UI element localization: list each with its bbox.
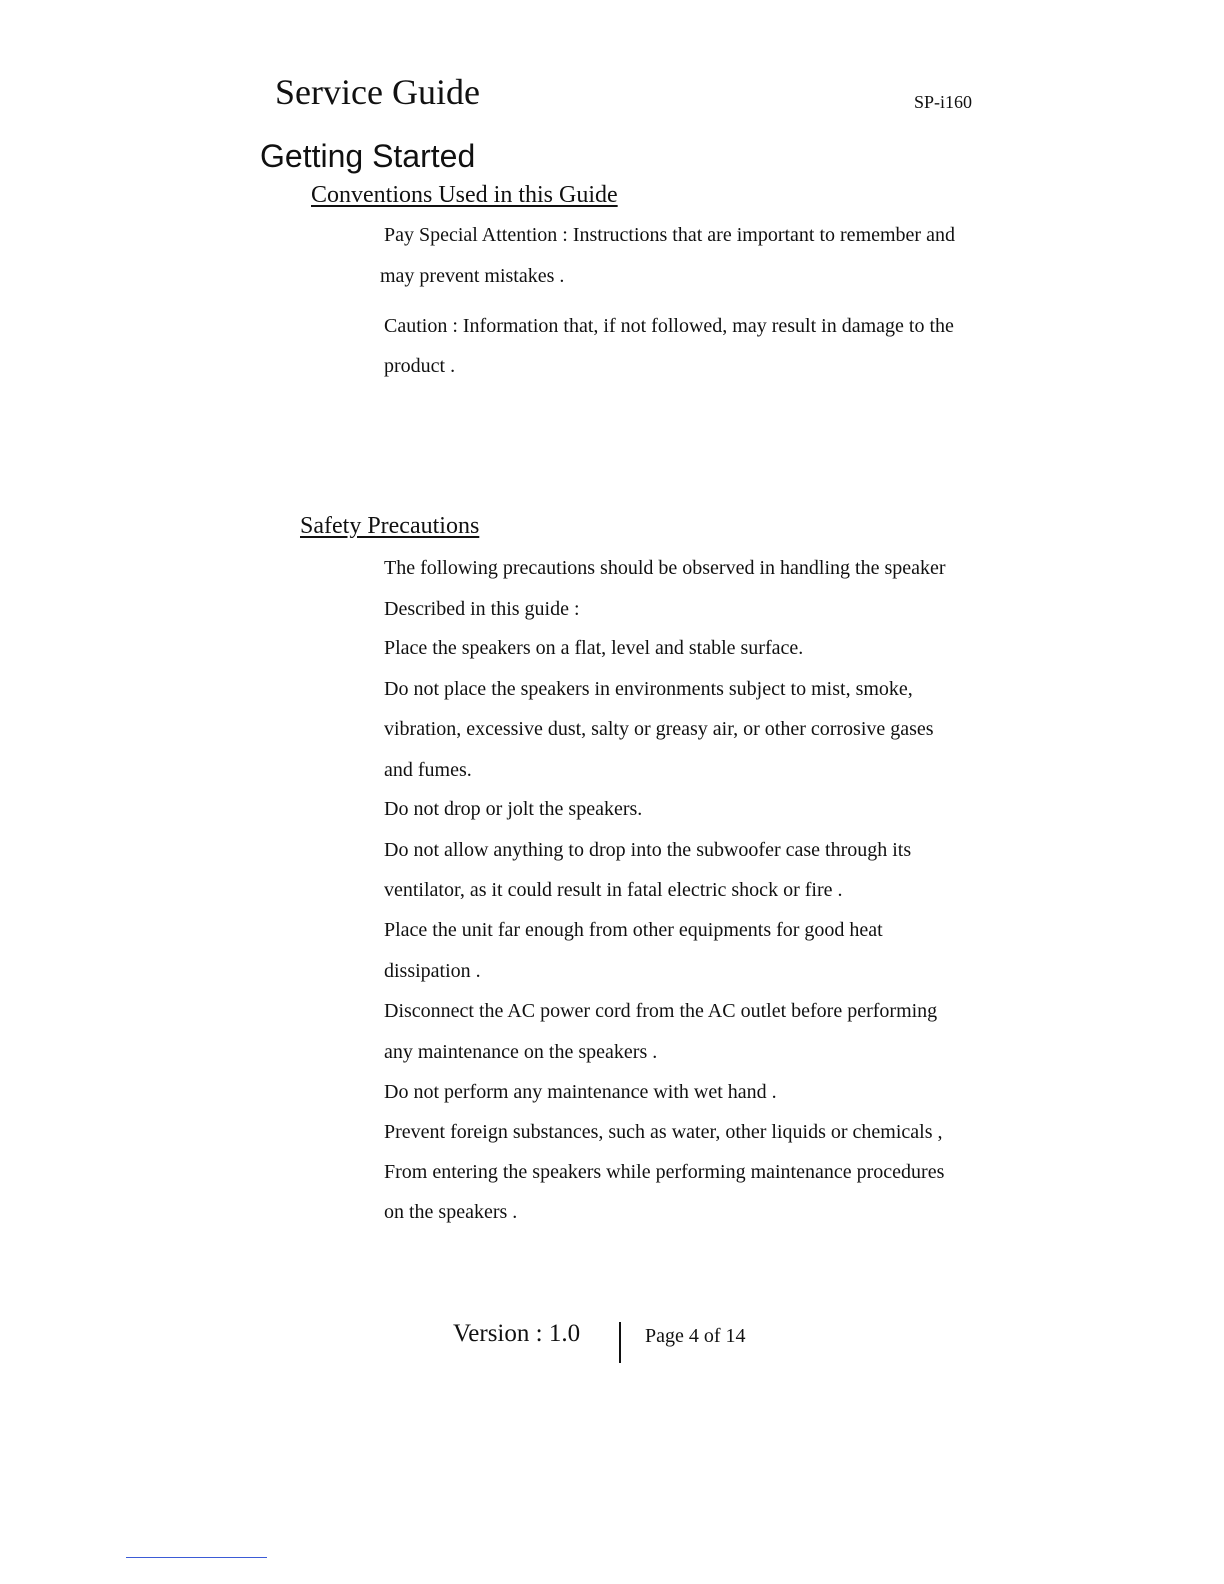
safety-line: and fumes.	[384, 759, 472, 781]
footnote-rule	[126, 1557, 267, 1558]
section-title: Getting Started	[260, 138, 476, 174]
safety-line: on the speakers .	[384, 1201, 518, 1223]
footer-page-number: Page 4 of 14	[645, 1325, 746, 1347]
convention-caution-line-2: product .	[384, 355, 456, 377]
safety-line: vibration, excessive dust, salty or greasy air, or other corrosive gases	[384, 718, 934, 740]
footer-version: Version : 1.0	[453, 1320, 581, 1347]
convention-attention-line-2: may prevent mistakes .	[380, 265, 565, 287]
safety-heading: Safety Precautions	[300, 513, 480, 539]
conventions-heading: Conventions Used in this Guide	[311, 182, 618, 208]
safety-line: From entering the speakers while performing maintenance procedures	[384, 1161, 945, 1183]
safety-line: any maintenance on the speakers .	[384, 1041, 658, 1063]
safety-line: Place the speakers on a flat, level and stable surface.	[384, 637, 804, 659]
safety-line: The following precautions should be observed in handling the speaker	[384, 557, 946, 579]
safety-line: Place the unit far enough from other equipments for good heat	[384, 919, 883, 941]
safety-line: Prevent foreign substances, such as water, other liquids or chemicals ,	[384, 1121, 943, 1143]
safety-line: Do not drop or jolt the speakers.	[384, 798, 643, 820]
safety-line: Do not perform any maintenance with wet hand .	[384, 1081, 777, 1103]
safety-line: Do not place the speakers in environments subject to mist, smoke,	[384, 678, 913, 700]
convention-caution-line-1: Caution : Information that, if not followed, may result in damage to the	[384, 315, 954, 337]
safety-line: Disconnect the AC power cord from the AC outlet before performing	[384, 1000, 938, 1022]
safety-line: Do not allow anything to drop into the subwoofer case through its	[384, 839, 912, 861]
safety-line: dissipation .	[384, 960, 481, 982]
footer-divider	[619, 1322, 621, 1363]
safety-line: Described in this guide :	[384, 598, 580, 620]
model-number: SP-i160	[914, 92, 973, 112]
safety-line: ventilator, as it could result in fatal electric shock or fire .	[384, 879, 843, 901]
document-title: Service Guide	[275, 72, 480, 112]
convention-attention-line-1: Pay Special Attention : Instructions that are important to remember and	[384, 224, 955, 246]
